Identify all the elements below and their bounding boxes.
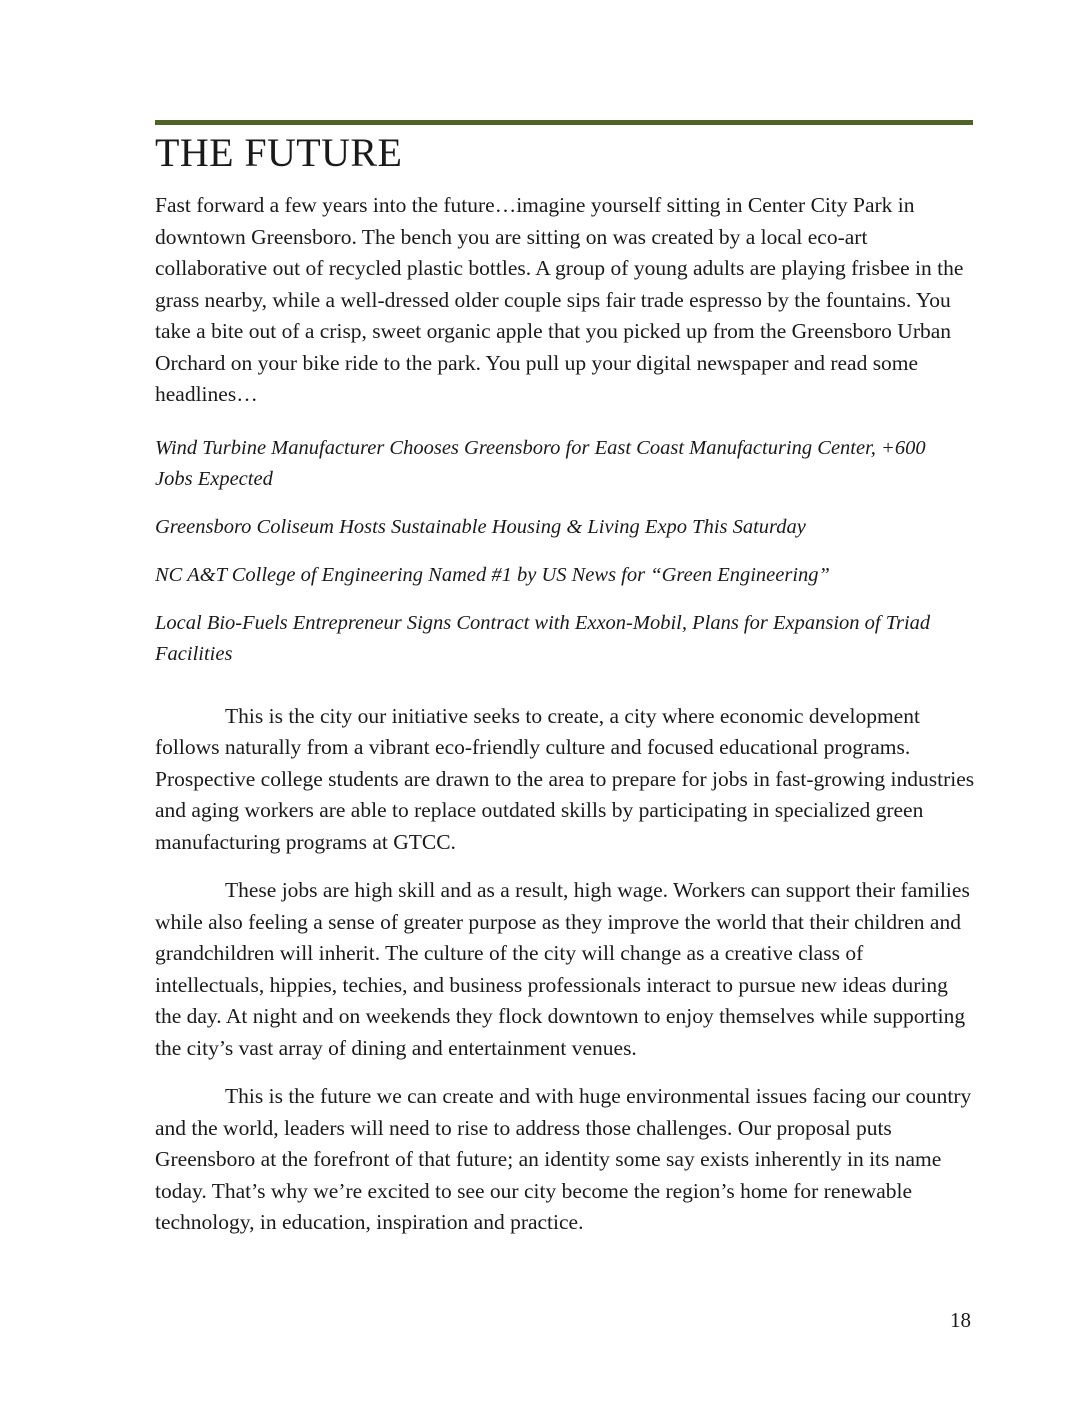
headline-list [155, 433, 975, 670]
headline-item: NC A&T College of Engineering Named #1 by US News for “Green Engineering” [155, 563, 830, 586]
page-number: 18 [950, 1308, 971, 1332]
heading-top-rule [155, 120, 973, 125]
closing-paragraph: This is the city our initiative seeks to create, a city where economic development follows naturally from a vibrant eco-friendly culture and focused educational programs. Prospective college students are drawn to the area to prepare for jobs in fast-growing industries and aging workers are able to replace outdated skills by participating in specialized green manufacturing programs at GTCC. [155, 703, 975, 854]
headline-item: Wind Turbine Manufacturer Chooses Greensboro for East Coast Manufacturing Center, +600 Jobs Expected [155, 436, 926, 490]
intro-paragraph: Fast forward a few years into the future…imagine yourself sitting in Center City Park in downtown Greensboro. The bench you are sitting on was created by a local eco-art collaborative out of recycled plastic bottles. A group of young adults are playing frisbee in the grass nearby, while a well-dressed older couple sips fair trade espresso by the fountains. You take a bite out of a crisp, sweet organic apple that you picked up from the Greensboro Urban Orchard on your bike ride to the park. You pull up your digital newspaper and read some headlines… [155, 193, 964, 407]
headline-item: Local Bio-Fuels Entrepreneur Signs Contract with Exxon-Mobil, Plans for Expansion of Triad Facilities [155, 611, 931, 665]
headline-item: Greensboro Coliseum Hosts Sustainable Housing & Living Expo This Saturday [155, 515, 806, 538]
headline-body-spacer [155, 687, 975, 701]
page-content [155, 120, 975, 1256]
closing-paragraph: These jobs are high skill and as a result, high wage. Workers can support their families while also feeling a sense of greater purpose as they improve the world that their children and grandchildren will inherit. The culture of the city will change as a creative class of intellectuals, hippies, techies, and business professionals interact to pursue new ideas during the day. At night and on weekends they flock downtown to enjoy themselves while supporting the city’s vast array of dining and entertainment venues. [155, 878, 970, 1060]
page-title: THE FUTURE [155, 130, 403, 175]
closing-paragraph: This is the future we can create and with huge environmental issues facing our country and the world, leaders will need to rise to address those challenges. Our proposal puts Greensboro at the forefront of that future; an identity some say exists inherently in its name today. That’s why we’re excited to see our city become the region’s home for renewable technology, in education, inspiration and practice. [155, 1084, 972, 1235]
